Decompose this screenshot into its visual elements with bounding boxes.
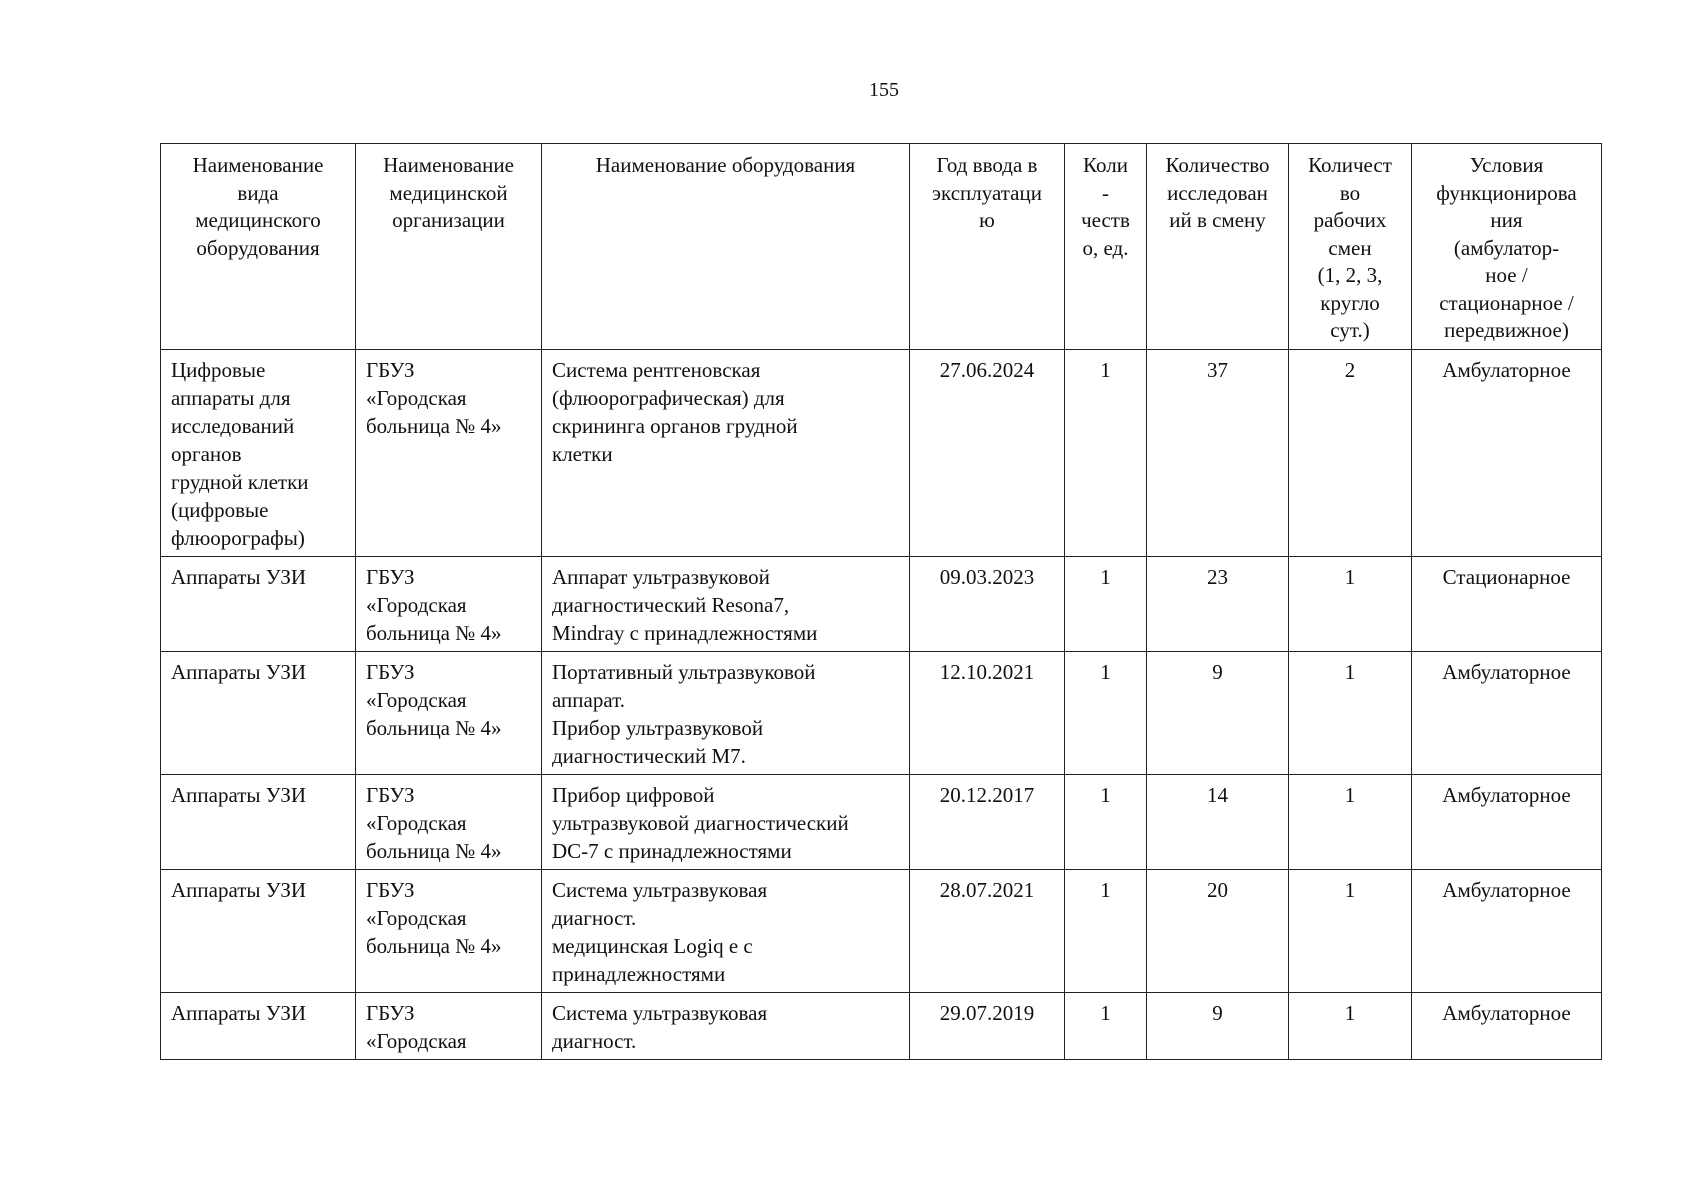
table-row	[161, 651, 1602, 774]
cell-equipment-type: Аппараты УЗИ	[161, 992, 356, 1059]
cell-equipment-name: Аппарат ультразвуковой диагностический Resona7, Mindray с принадлежностями	[542, 556, 910, 651]
table-row	[161, 869, 1602, 992]
cell-conditions: Амбулаторное	[1412, 651, 1602, 774]
table-header-row	[161, 144, 1602, 350]
table-row	[161, 349, 1602, 556]
cell-conditions: Амбулаторное	[1412, 349, 1602, 556]
cell-equipment-name: Портативный ультразвуковой аппарат. Прибор ультразвуковой диагностический М7.	[542, 651, 910, 774]
cell-organization: ГБУЗ «Городская больница № 4»	[356, 349, 542, 556]
cell-quantity: 1	[1065, 349, 1147, 556]
cell-commission-year: 09.03.2023	[910, 556, 1065, 651]
cell-conditions: Амбулаторное	[1412, 774, 1602, 869]
cell-equipment-type: Аппараты УЗИ	[161, 774, 356, 869]
cell-shift-count: 2	[1289, 349, 1412, 556]
equipment-table	[160, 143, 1602, 1060]
header-shift-count: Количест во рабочих смен (1, 2, 3, кругло сут.)	[1289, 144, 1412, 350]
cell-equipment-type: Аппараты УЗИ	[161, 869, 356, 992]
cell-conditions: Стационарное	[1412, 556, 1602, 651]
cell-equipment-name: Система ультразвуковая диагност.	[542, 992, 910, 1059]
cell-organization: ГБУЗ «Городская	[356, 992, 542, 1059]
cell-commission-year: 28.07.2021	[910, 869, 1065, 992]
cell-conditions: Амбулаторное	[1412, 992, 1602, 1059]
header-conditions: Условия функционирова ния (амбулатор- ное / стационарное / передвижное)	[1412, 144, 1602, 350]
header-organization: Наименование медицинской организации	[356, 144, 542, 350]
cell-studies-per-shift: 9	[1147, 992, 1289, 1059]
cell-shift-count: 1	[1289, 869, 1412, 992]
cell-quantity: 1	[1065, 651, 1147, 774]
cell-studies-per-shift: 37	[1147, 349, 1289, 556]
header-studies-per-shift: Количество исследован ий в смену	[1147, 144, 1289, 350]
cell-equipment-type: Цифровые аппараты для исследований органов грудной клетки (цифровые флюорографы)	[161, 349, 356, 556]
cell-quantity: 1	[1065, 869, 1147, 992]
cell-equipment-name: Система ультразвуковая диагност. медицинская Logiq e с принадлежностями	[542, 869, 910, 992]
header-equipment-type: Наименование вида медицинского оборудования	[161, 144, 356, 350]
cell-equipment-type: Аппараты УЗИ	[161, 556, 356, 651]
cell-shift-count: 1	[1289, 556, 1412, 651]
cell-organization: ГБУЗ «Городская больница № 4»	[356, 651, 542, 774]
header-equipment-name: Наименование оборудования	[542, 144, 910, 350]
cell-commission-year: 12.10.2021	[910, 651, 1065, 774]
cell-studies-per-shift: 9	[1147, 651, 1289, 774]
cell-organization: ГБУЗ «Городская больница № 4»	[356, 774, 542, 869]
cell-commission-year: 29.07.2019	[910, 992, 1065, 1059]
cell-studies-per-shift: 23	[1147, 556, 1289, 651]
cell-organization: ГБУЗ «Городская больница № 4»	[356, 869, 542, 992]
cell-equipment-name: Прибор цифровой ультразвуковой диагностический DC-7 с принадлежностями	[542, 774, 910, 869]
cell-shift-count: 1	[1289, 651, 1412, 774]
cell-shift-count: 1	[1289, 992, 1412, 1059]
table-row	[161, 774, 1602, 869]
cell-commission-year: 27.06.2024	[910, 349, 1065, 556]
table-row	[161, 992, 1602, 1059]
page-number: 155	[869, 79, 899, 101]
cell-shift-count: 1	[1289, 774, 1412, 869]
cell-organization: ГБУЗ «Городская больница № 4»	[356, 556, 542, 651]
table-row	[161, 556, 1602, 651]
cell-commission-year: 20.12.2017	[910, 774, 1065, 869]
cell-equipment-type: Аппараты УЗИ	[161, 651, 356, 774]
header-commission-year: Год ввода в эксплуатаци ю	[910, 144, 1065, 350]
cell-studies-per-shift: 20	[1147, 869, 1289, 992]
cell-quantity: 1	[1065, 556, 1147, 651]
cell-studies-per-shift: 14	[1147, 774, 1289, 869]
cell-quantity: 1	[1065, 774, 1147, 869]
cell-quantity: 1	[1065, 992, 1147, 1059]
cell-equipment-name: Система рентгеновская (флюорографическая) для скрининга органов грудной клетки	[542, 349, 910, 556]
cell-conditions: Амбулаторное	[1412, 869, 1602, 992]
header-quantity: Коли - честв о, ед.	[1065, 144, 1147, 350]
